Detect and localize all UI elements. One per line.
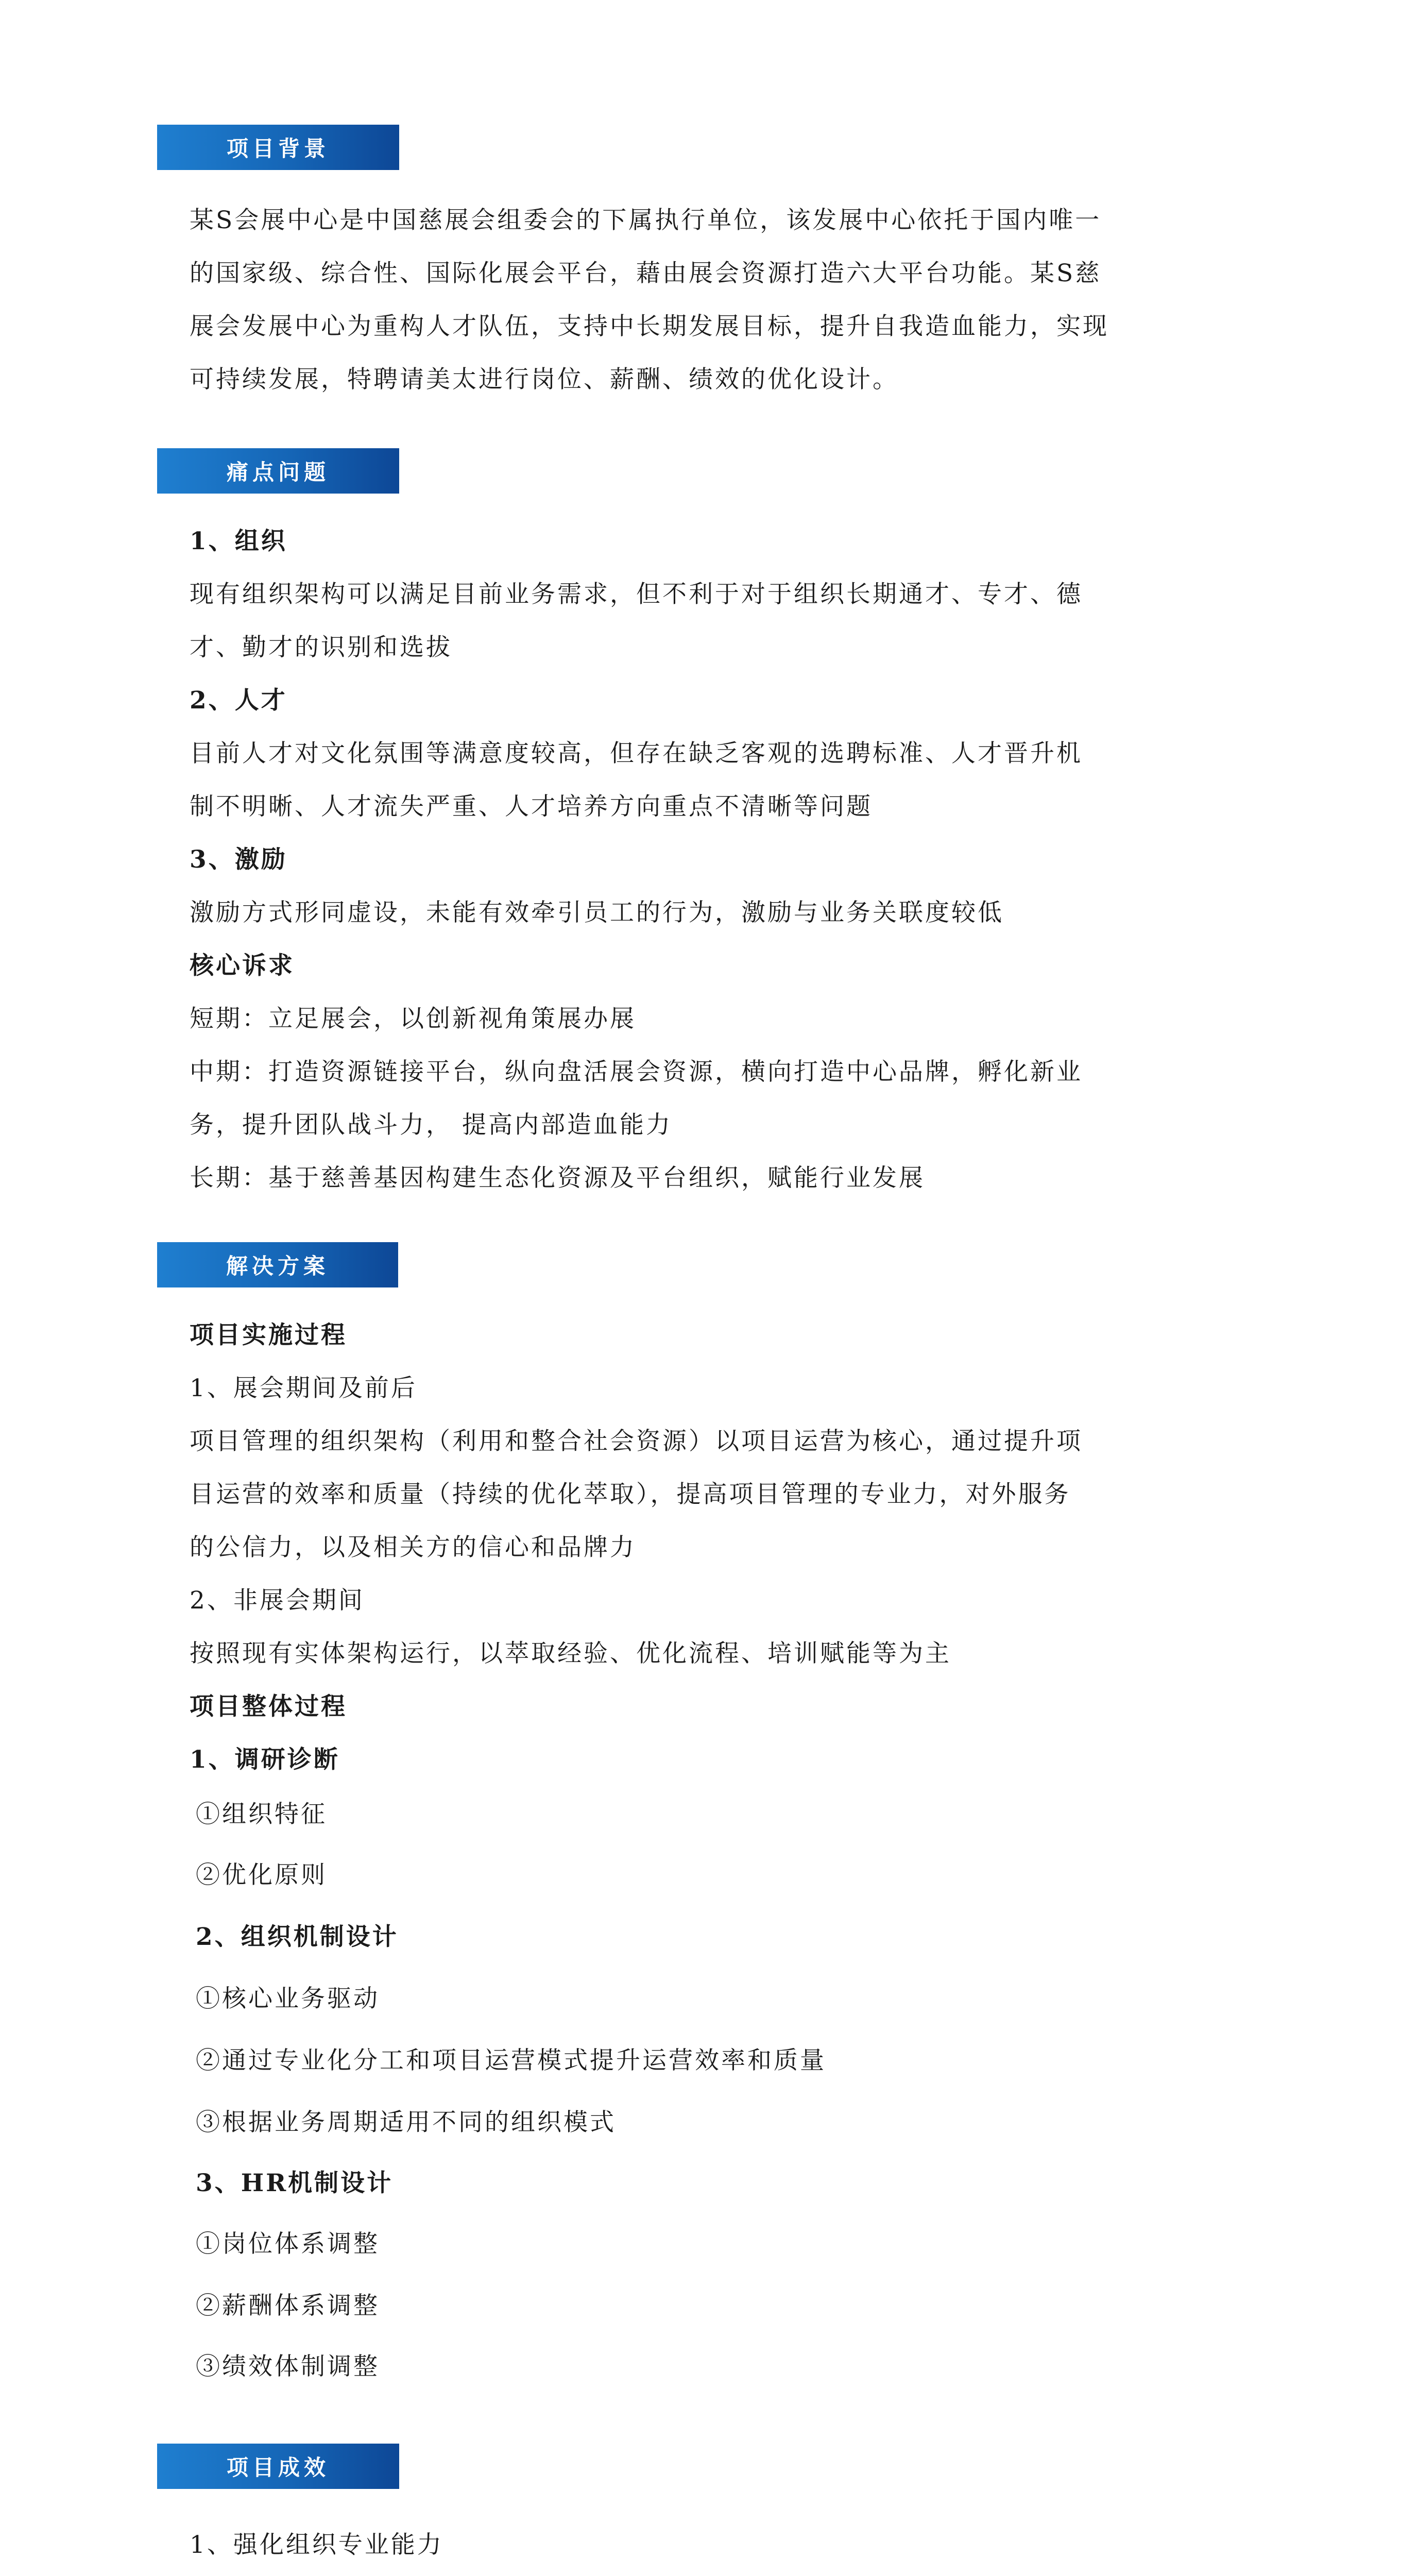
talent-heading: 2、人才: [190, 686, 287, 715]
non-expo-line: 按照现有实体架构运行，以萃取经验、优化流程、培训赋能等为主: [190, 1639, 951, 1668]
mid-term-line-1: 中期：打造资源链接平台，纵向盘活展会资源，横向打造中心品牌，孵化新业: [190, 1058, 1083, 1086]
mid-term-line-2: 务，提升团队战斗力， 提高内部造血能力: [190, 1111, 672, 1139]
hr-design-heading: 3、HR机制设计: [196, 2169, 394, 2197]
org-heading: 1、组织: [190, 527, 287, 555]
research-heading: 1、调研诊断: [190, 1745, 340, 1774]
org-line-2: 才、勤才的识别和选拔: [190, 633, 452, 662]
incentive-heading: 3、激励: [190, 845, 287, 874]
hr-design-item-2: ②薪酬体系调整: [196, 2292, 380, 2320]
section-title-solution: 解决方案: [157, 1242, 398, 1287]
research-item-2: ②优化原则: [196, 1861, 327, 1889]
org-line-1: 现有组织架构可以满足目前业务需求，但不利于对于组织长期通才、专才、德: [190, 580, 1083, 608]
long-term-line: 长期：基于慈善基因构建生态化资源及平台组织，赋能行业发展: [190, 1164, 925, 1192]
org-design-item-1: ①核心业务驱动: [196, 1985, 380, 2013]
hr-design-item-1: ①岗位体系调整: [196, 2230, 380, 2258]
solution-content: [190, 1309, 1225, 1786]
section-title-pain-points: 痛点问题: [157, 448, 399, 494]
research-item-1: ①组织特征: [196, 1800, 327, 1828]
during-expo-line-3: 的公信力，以及相关方的信心和品牌力: [190, 1533, 636, 1562]
talent-line-2: 制不明晰、人才流失严重、人才培养方向重点不清晰等问题: [190, 792, 873, 821]
incentive-line: 激励方式形同虚设，未能有效牵引员工的行为，激励与业务关联度较低: [190, 899, 1004, 927]
org-design-item-3: ③根据业务周期适用不同的组织模式: [196, 2108, 616, 2137]
section-title-background: 项目背景: [157, 125, 399, 170]
non-expo-heading: 2、非展会期间: [190, 1586, 365, 1615]
result-item-1: 1、强化组织专业能力: [190, 2531, 443, 2559]
short-term-line: 短期：立足展会，以创新视角策展办展: [190, 1005, 636, 1033]
background-line-1: 某S会展中心是中国慈展会组委会的下属执行单位，该发展中心依托于国内唯一: [190, 206, 1102, 234]
during-expo-heading: 1、展会期间及前后: [190, 1374, 417, 1402]
background-line-2: 的国家级、综合性、国际化展会平台，藉由展会资源打造六大平台功能。某S慈: [190, 259, 1102, 287]
section-title-results: 项目成效: [157, 2444, 399, 2489]
during-expo-line-2: 目运营的效率和质量（持续的优化萃取），提高项目管理的专业力，对外服务: [190, 1480, 1071, 1509]
core-demand-heading: 核心诉求: [190, 952, 295, 980]
background-line-3: 展会发展中心为重构人才队伍，支持中长期发展目标，提升自我造血能力，实现: [190, 312, 1109, 341]
org-design-item-2: ②通过专业化分工和项目运营模式提升运营效率和质量: [196, 2046, 826, 2075]
org-design-heading: 2、组织机制设计: [196, 1923, 399, 1951]
hr-design-item-3: ③绩效体制调整: [196, 2352, 380, 2381]
background-line-4: 可持续发展，特聘请美太进行岗位、薪酬、绩效的优化设计。: [190, 365, 899, 394]
during-expo-line-1: 项目管理的组织架构（利用和整合社会资源）以项目运营为核心，通过提升项: [190, 1427, 1083, 1455]
talent-line-1: 目前人才对文化氛围等满意度较高，但存在缺乏客观的选聘标准、人才晋升机: [190, 739, 1083, 768]
background-paragraph: [190, 194, 1225, 406]
pain-points-content: [190, 515, 1225, 1205]
overall-process-heading: 项目整体过程: [190, 1692, 347, 1721]
impl-process-heading: 项目实施过程: [190, 1321, 347, 1349]
